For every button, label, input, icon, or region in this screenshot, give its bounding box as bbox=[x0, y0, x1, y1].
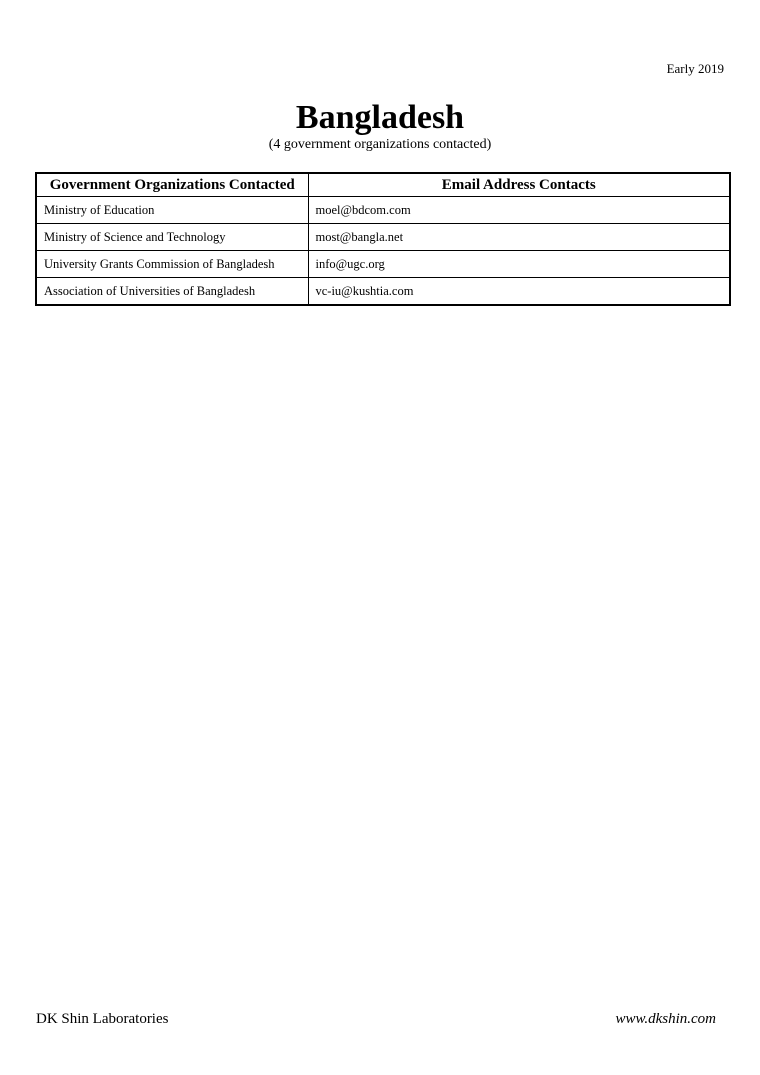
organization-cell: Ministry of Science and Technology bbox=[36, 224, 308, 251]
email-cell: info@ugc.org bbox=[308, 251, 730, 278]
column-header-email: Email Address Contacts bbox=[308, 173, 730, 197]
table-row bbox=[36, 224, 730, 251]
page-title: Bangladesh bbox=[295, 99, 465, 136]
footer-website: www.dkshin.com bbox=[615, 1011, 716, 1027]
table-row bbox=[36, 251, 730, 278]
table-row bbox=[36, 278, 730, 306]
column-header-organizations: Government Organizations Contacted bbox=[36, 173, 308, 197]
email-cell: moel@bdcom.com bbox=[308, 197, 730, 224]
organization-cell: Ministry of Education bbox=[36, 197, 308, 224]
table-header-row bbox=[36, 173, 730, 197]
document-date: Early 2019 bbox=[666, 61, 724, 76]
organization-cell: Association of Universities of Bangladesh bbox=[36, 278, 308, 306]
email-cell: vc-iu@kushtia.com bbox=[308, 278, 730, 306]
footer-organization: DK Shin Laboratories bbox=[36, 1011, 169, 1027]
table-row bbox=[36, 197, 730, 224]
page-subtitle: (4 government organizations contacted) bbox=[268, 137, 492, 152]
organization-cell: University Grants Commission of Bangladesh bbox=[36, 251, 308, 278]
contacts-table bbox=[35, 172, 731, 306]
email-cell: most@bangla.net bbox=[308, 224, 730, 251]
